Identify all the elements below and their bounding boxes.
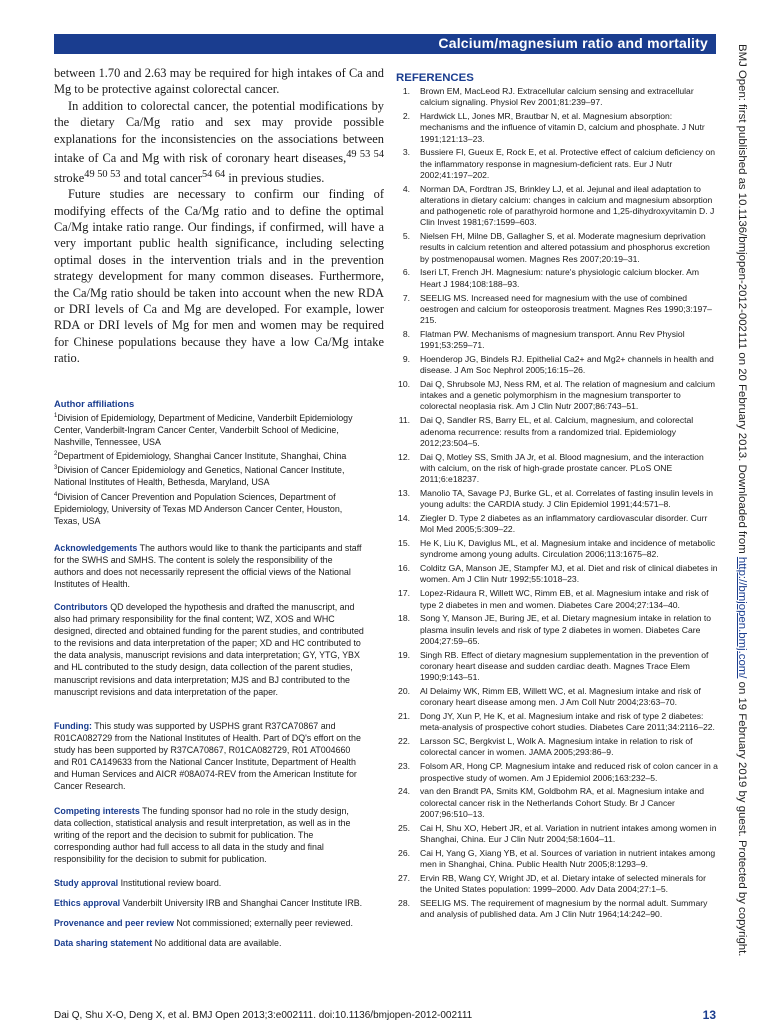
section-text: The authors would like to thank the participants and staff for the SWHS and SMHS. The content is solely the responsibility of the authors and does not necessarily represent the official views of the National Institutes of Health. [54,543,362,590]
citation-sup: 49 50 53 [84,168,121,180]
side-note-suffix: on 19 February 2019 by guest. Protected by copyright. [736,678,748,957]
section-label: Funding: [54,721,92,731]
reference-item: 12. Dai Q, Motley SS, Smith JA Jr, et al. Blood magnesium, and the interaction with calcium, on the risk of high-grade prostate cancer. PLoS ONE 2011;6:e18237. [398,451,704,485]
p2-part-d: in previous studies. [225,170,325,185]
affiliation-item: $^1$Division of Epidemiology, Department of Medicine, Vanderbilt Epidemiology Center, Vanderbilt-Ingram Cancer Center, Vanderbilt School of Medicine, Nashville, Tennessee, USA [54,413,353,448]
section-label: Data sharing statement [54,938,153,948]
reference-item: 9. Hoenderop JG, Bindels RJ. Epithelial Ca2+ and Mg2+ channels in health and disease. J Am Soc Nephrol 2005;16:15–26. [402,353,714,376]
funding-section [54,720,364,793]
reference-item: 4. Norman DA, Fordtran JS, Brinkley LJ, et al. Jejunal and ileal adaptation to alterations in dietary calcium: changes in calcium and magnesium absorption and pathogenetic role of parathyroid hormone and 1,25-dihydroxyvitamin D. J Clin Invest 1981;67:1599–603. [402,183,715,228]
competing-interests-section [54,805,364,865]
p2-part-b: stroke [54,170,85,185]
section-label: Provenance and peer review [54,918,174,928]
section-text: The funding sponsor had no role in the study design, data collection, statistical analysis and result interpretation, as well as in the writing of the report and the decision to submit for publication. The corresponding author had full access to all data in the study and final responsibility for the decision to submit for publication. [54,806,351,865]
reference-item: 8. Flatman PW. Mechanisms of magnesium transport. Annu Rev Physiol 1991;53:259–71. [402,328,685,351]
reference-item: 11. Dai Q, Sandler RS, Barry EL, et al. Calcium, magnesium, and colorectal adenoma recurrence: results from a randomized trial. Epidemiology 2012;23:504–5. [398,415,694,448]
reference-item: 13. Manolio TA, Savage PJ, Burke GL, et al. Correlates of fasting insulin levels in young adults: the CARDIA study. J Clin Epidemiol 1991;44:571–8. [398,487,713,510]
section-label: Study approval [54,878,119,888]
reference-item: 19. Singh RB. Effect of dietary magnesium supplementation in the prevention of coronary heart disease and sudden cardiac death. Magnes Trace Elem 1990;9:143–51. [398,649,709,683]
page-number: 13 [702,1008,716,1022]
reference-item: 16. Colditz GA, Manson JE, Stampfer MJ, et al. Diet and risk of clinical diabetes in women. Am J Clin Nutr 1992;55:1018–23. [398,563,718,585]
reference-item: 15. He K, Liu K, Daviglus ML, et al. Magnesium intake and incidence of metabolic syndrome among young adults. Circulation 2006;113:1675–82. [398,538,716,560]
citation-sup: 49 53 54 [346,149,384,161]
section-label: Ethics approval [54,898,121,908]
acknowledgements-section [54,542,364,590]
study-approval-section [54,877,364,889]
section-label: Acknowledgements [54,543,138,553]
reference-item: 22. Larsson SC, Bergkvist L, Wolk A. Magnesium intake in relation to risk of colorectal cancer in women. JAMA 2005;293:86–9. [398,736,693,758]
side-note-link[interactable]: http://bmjopen.bmj.com/ [736,556,748,679]
side-note-text [736,44,748,956]
section-text: Vanderbilt University IRB and Shanghai Cancer Institute IRB. [122,898,363,908]
reference-item: 18. Song Y, Manson JE, Buring JE, et al. Dietary magnesium intake in relation to plasma insulin levels and risk of type 2 diabetes in women. Diabetes Care 2004;27:59–65. [398,613,712,646]
affiliation-item: $^3$Division of Cancer Epidemiology and Genetics, National Cancer Institute, National Institutes of Health, Bethesda, Maryland, USA [54,465,345,488]
p2-part-c: and total cancer [120,170,202,185]
section-label: Competing interests [54,806,140,816]
reference-item: 27. Ervin RB, Wang CY, Wright JD, et al. Dietary intake of selected minerals for the United States population: 1999–2000. Adv Data 2004;27:1–5. [398,872,706,895]
reference-item: 1. Brown EM, MacLeod RJ. Extracellular calcium sensing and extracellular calcium signaling. Physiol Rev 2001;81:239–97. [402,86,694,108]
header-bar [54,34,716,54]
section-text: QD developed the hypothesis and drafted the manuscript, and also had primary responsibility for the final content; WZ, XOS and WHC designed, directed and obtained funding for the parent studies, and contributed to the revisions and data interpretation of the paper; XD and HC contributed to the data analysis, manuscript revisions and data interpretation; GY, YTG, YBX and HL contributed to the study design, data collection of the parent studies, manuscript revisions and data interpretation; MJS and BJ contributed to the manuscript revisions and data interpretation of the paper. [54,602,364,697]
reference-item: 26. Cai H, Yang G, Xiang YB, et al. Sources of variation in nutrient intakes among men in Shanghai, China. Public Health Nutr 2005;8:1293–9. [398,847,716,869]
author-affiliations [54,398,364,527]
section-text: Institutional review board. [120,878,222,888]
reference-item: 7. SEELIG MS. Increased need for magnesium with the use of combined oestrogen and calcium for osteoporosis treatment. Magnes Res 1990;3:197–215. [402,292,712,325]
affiliations-heading: Author affiliations [54,398,135,409]
paragraph-3: Future studies are necessary to confirm our finding of modifying effects of the Ca/Mg ratio and to define the optimal Ca/Mg intake ratio range. Our findings, if confirmed, will have a very important public health significance, including selecting optimal doses in the intervention trials and in the prevention strategy development for many common diseases. Furthermore, the Ca/Mg ratio should be taken into account when the new RDA or DRI levels of Ca and Mg are developed. For example, lower RDA or DRI levels of Mg for men and women may be required for Chinese populations because they have a low Ca/Mg intake ratio. [54,187,384,366]
references [396,72,718,923]
reference-item: 17. Lopez-Ridaura R, Willett WC, Rimm EB, et al. Magnesium intake and risk of type 2 diabetes in men and women. Diabetes Care 2004;27:134–40. [398,588,709,610]
reference-item: 25. Cai H, Shu XO, Hebert JR, et al. Variation in nutrient intakes among women in Shanghai, China. Eur J Clin Nutr 2004;58:1604–11. [398,822,717,844]
ethics-approval-section [54,897,364,909]
reference-item: 6. Iseri LT, French JH. Magnesium: nature's physiologic calcium blocker. Am Heart J 1984;108:188–93. [402,267,699,289]
p2-part-a: In addition to colorectal cancer, the potential modifications by the dietary Ca/Mg ratio and sex may provide possible explanations for the inconsistencies on the associations between intake of Ca and Mg with risk of coronary heart diseases, [54,98,384,166]
reference-item: 2. Hardwick LL, Jones MR, Brautbar N, et al. Magnesium absorption: mechanisms and the influence of vitamin D, calcium and phosphate. J Nutr 1991;121:13–23. [402,111,705,144]
citation-sup: 54 64 [201,168,226,180]
section-text: Not commissioned; externally peer reviewed. [176,918,353,928]
data-sharing-section [54,937,364,949]
references-heading: REFERENCES [396,72,474,84]
footer-citation: Dai Q, Shu X-O, Deng X, et al. BMJ Open 2013;3:e002111. doi:10.1136/bmjopen-2012-002111 [54,1010,473,1021]
reference-item: 24. van den Brandt PA, Smits KM, Goldbohm RA, et al. Magnesium intake and colorectal cancer risk in the Netherlands Cohort Study. Br J Cancer 2007;96:510–13. [398,786,705,819]
reference-item: 10. Dai Q, Shrubsole MJ, Ness RM, et al. The relation of magnesium and calcium intakes and a genetic polymorphism in the magnesium transporter to colorectal neoplasia risk. Am J Clin Nutr 2007;86:743–51. [398,379,716,412]
section-text: This study was supported by USPHS grant R37CA70867 and R01CA082729 from the National Institutes of Health. Part of DQ's effort on the study has been supported by R37CA70867, R01CA082729, R01 AT004660 and R01 CA149633 from the National Cancer Institute, Department of Health and Human Services and AICR #08A074-REV from the American Institute for Cancer Research. [54,721,361,792]
paragraph-1: between 1.70 and 2.63 may be required for high intakes of Ca and Mg to be protective against colorectal cancer. [54,66,384,97]
reference-item: 3. Bussiere FI, Gueux E, Rock E, et al. Protective effect of calcium deficiency on the inflammatory response in magnesium-deficient rats. Eur J Nutr 2002;41:197–202. [402,147,716,180]
body-text [54,65,384,367]
side-note-prefix: BMJ Open: first published as 10.1136/bmjopen-2012-002111 on 20 February 2013. Downloaded from [736,44,748,557]
provenance-section [54,917,364,929]
paragraph-2 [54,98,384,186]
reference-item: 23. Folsom AR, Hong CP. Magnesium intake and reduced risk of colon cancer in a prospective study of women. Am J Epidemiol 2006;163:232–5. [398,761,718,783]
affiliation-item: $^4$Division of Cancer Prevention and Population Sciences, Department of Epidemiology, University of Texas MD Anderson Cancer Center, Houston, Texas, USA [54,491,343,526]
side-note [736,44,760,974]
reference-item: 14. Ziegler D. Type 2 diabetes as an inflammatory cardiovascular disorder. Curr Mol Med 2005;5:309–22. [398,513,708,535]
reference-list [396,86,718,920]
section-label: Contributors [54,602,108,612]
reference-item: 28. SEELIG MS. The requirement of magnesium by the normal adult. Summary and analysis of published data. Am J Clin Nutr 1964;14:242–90. [398,897,708,920]
section-text: No additional data are available. [154,938,282,948]
running-title: Calcium/magnesium ratio and mortality [438,35,708,51]
contributors-section [54,601,364,698]
reference-item: 5. Nielsen FH, Milne DB, Gallagher S, et al. Moderate magnesium deprivation results in calcium retention and altered potassium and phosphorus excretion by postmenopausal women. Magnes Res 2007;20:19–31. [402,231,710,264]
reference-item: 20. Al Delaimy WK, Rimm EB, Willett WC, et al. Magnesium intake and risk of coronary heart disease among men. J Am Coll Nutr 2004;23:63–70. [398,686,701,708]
affiliation-item: $^2$Department of Epidemiology, Shanghai Cancer Institute, Shanghai, China [54,451,347,462]
reference-item: 21. Dong JY, Xun P, He K, et al. Magnesium intake and risk of type 2 diabetes: meta-analysis of prospective cohort studies. Diabetes Care 2011;34:2116–22. [398,711,715,733]
